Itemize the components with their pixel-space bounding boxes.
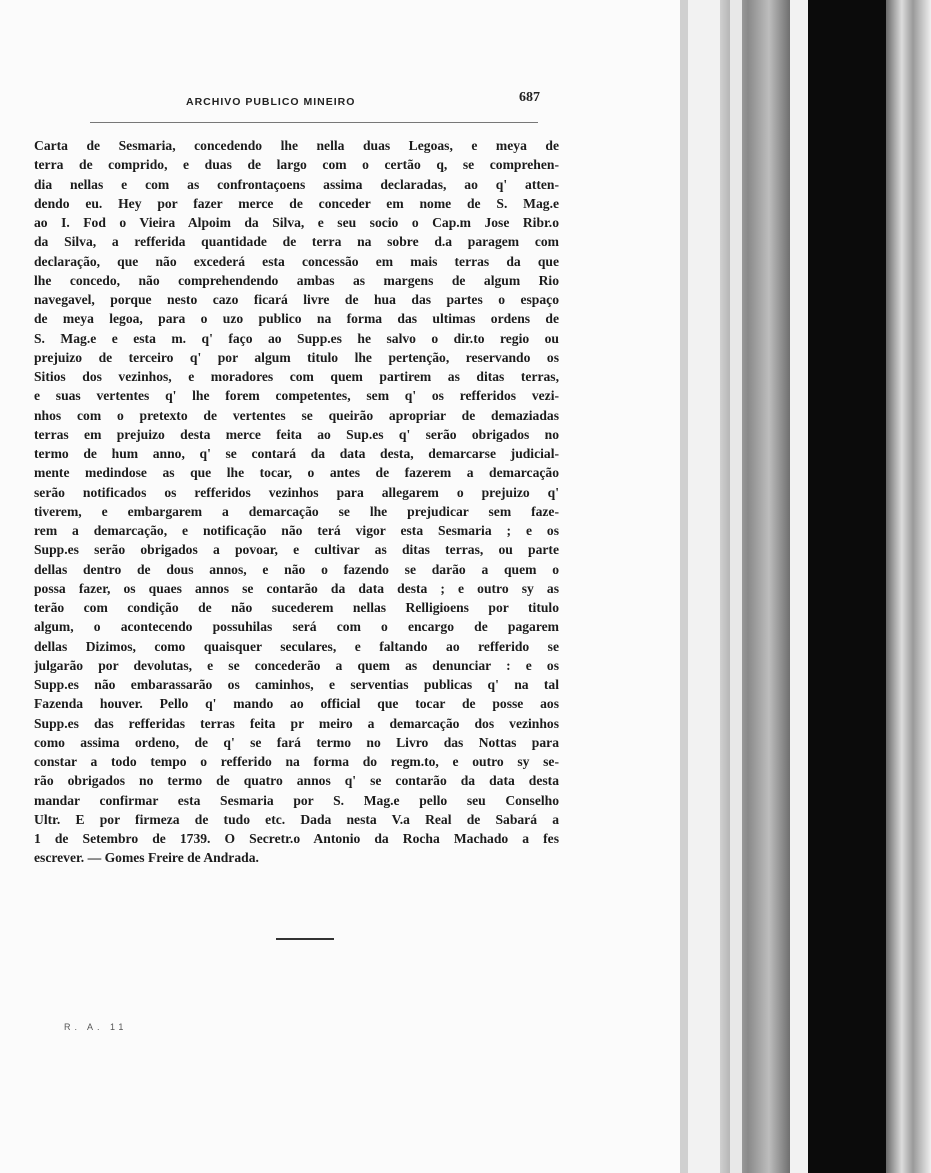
text-line: Fazenda houver. Pello q' mando ao official que tocar de posse aos [34,696,559,712]
text-line: declaração, que não excederá esta concessão em mais terras da que [34,253,559,269]
printer-signature-mark: R. A. 11 [64,1022,128,1032]
text-line: Ultr. E por firmeza de tudo etc. Dada nesta V.a Real de Sabará a [34,811,559,827]
text-line: navegavel, porque nesto cazo ficará livre de hua das partes o espaço [34,292,559,307]
text-line: dellas Dizimos, como quaisquer seculares, e faltando ao refferido se [34,638,559,654]
text-line: tiverem, e embargarem a demarcação se lhe prejudicar sem faze- [34,503,559,519]
text-line: como assima ordeno, de q' se fará termo no Livro das Nottas para [34,734,559,750]
text-line: mente medindose as que lhe tocar, o antes de fazerem a demarcação [34,465,559,481]
text-line: Sitios dos vezinhos, e moradores com quem partirem as ditas terras, [34,369,559,384]
page-header [180,92,540,114]
running-title: ARCHIVO PUBLICO MINEIRO [186,96,356,108]
text-line: 1 de Setembro de 1739. O Secretr.o Antonio da Rocha Machado a fes [34,831,559,846]
text-line: terão com condição de não sucederem nellas Relligioens por titulo [34,600,559,615]
text-line: ao I. Fod o Vieira Alpoim da Silva, e seu socio o Cap.m Jose Ribr.o [34,215,559,230]
text-line: Supp.es não embarassarão os caminhos, e serventias publicas q' na tal [34,677,559,692]
cover-edge [886,0,931,1173]
header-rule [90,122,538,123]
text-line-signature: escrever. — Gomes Freire de Andrada. [34,850,259,866]
text-line: S. Mag.e e esta m. q' faço ao Supp.es he salvo o dir.to regio ou [34,330,559,346]
text-line: Supp.es das refferidas terras feita pr meiro a demarcação dos vezinhos [34,715,559,731]
text-line: rem a demarcação, e notificação não terá vigor esta Sesmaria ; e os [34,523,559,538]
closing-rule [276,938,334,940]
text-line: mandar confirmar esta Sesmaria por S. Mag.e pello seu Conselho [34,792,559,808]
text-line: dellas dentro de dous annos, e não o fazendo se darão a quem o [34,561,559,577]
text-line: Supp.es serão obrigados a povoar, e cultivar as ditas terras, ou parte [34,542,559,558]
text-line: rão obrigados no termo de quatro annos q' se contarão da data desta [34,773,559,789]
text-line: prejuizo de terceiro q' por algum titulo lhe pertenção, reservando os [34,349,559,365]
book-spine [808,0,886,1173]
page-edge-highlight [730,0,742,1173]
text-line: terras em prejuizo desta merce feita ao Sup.es q' serão obrigados no [34,426,559,442]
gutter-shadow [680,0,688,1173]
text-line: terra de comprido, e duas de largo com o certão q, se comprehen- [34,157,559,173]
text-line: Carta de Sesmaria, concedendo lhe nella duas Legoas, e meya de [34,138,559,153]
text-line: e suas vertentes q' lhe forem competentes, sem q' os refferidos vezi- [34,388,559,404]
text-line: dia nellas e com as confrontaçoens assima declaradas, ao q' atten- [34,176,559,192]
text-line: termo de hum anno, q' se contará da data desta, demarcarse judicial- [34,446,559,461]
text-line: lhe concedo, não comprehendendo ambas as margens de algum Rio [34,272,559,288]
text-line: algum, o acontecendo possuhilas será com o encargo de pagarem [34,619,559,635]
text-line: dendo eu. Hey por fazer merce de conceder em nome de S. Mag.e [34,195,559,211]
text-line: possa fazer, os quaes annos se contarão da data desta ; e outro sy as [34,580,559,596]
text-line: nhos com o pretexto de vertentes se queirão apropriar de demaziadas [34,407,559,423]
page-number: 687 [519,90,540,105]
text-line: serão notificados os refferidos vezinhos para allegarem o prejuizo q' [34,484,559,500]
text-line: de meya legoa, para o uzo publico na forma das ultimas ordens de [34,311,559,327]
text-line: constar a todo tempo o refferido na forma do regm.to, e outro sy se- [34,754,559,769]
text-line: julgarão por devolutas, e se concederão a quem as denunciar : e os [34,657,559,673]
body-text [34,136,559,868]
text-line: da Silva, a refferida quantidade de terra na sobre d.a paragem com [34,234,559,250]
book-binding-edge [680,0,931,1173]
